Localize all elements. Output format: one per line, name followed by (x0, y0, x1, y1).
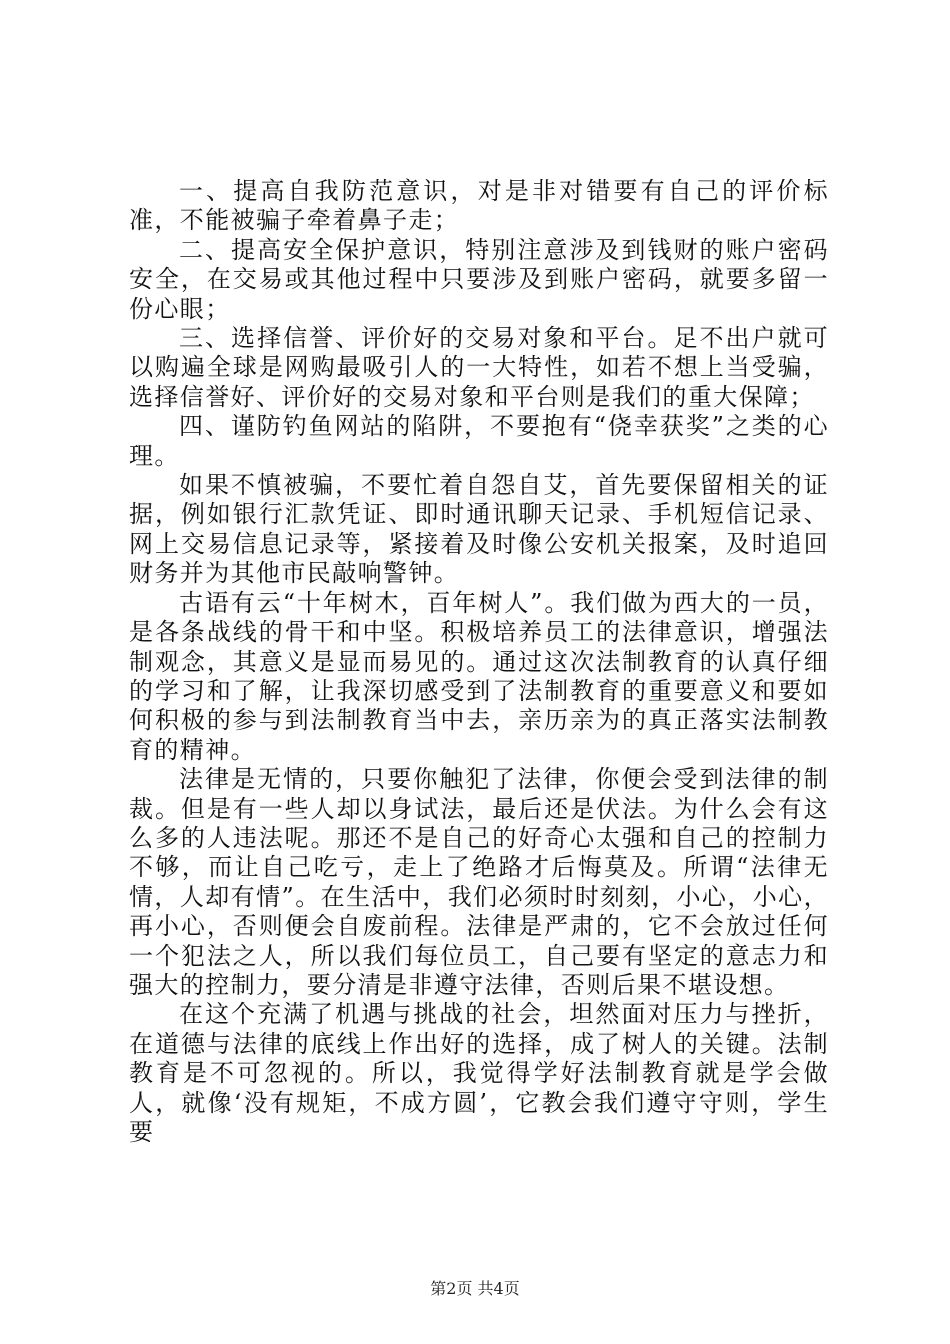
paragraph-4: 四、谨防钓鱼网站的陷阱，不要抱有“侥幸获奖”之类的心理。 (129, 412, 829, 470)
paragraph-6: 古语有云“十年树木，百年树人”。我们做为西大的一员，是各条战线的骨干和中坚。积极培养员工的法律意识，增强法制观念，其意义是显而易见的。通过这次法制教育的认真仔细的学习和了解，让我深切感受到了法制教育的重要意义和要如何积极的参与到法制教育当中去，亲历亲为的真正落实法制教育的精神。 (129, 588, 829, 764)
paragraph-3: 三、选择信誉、评价好的交易对象和平台。足不出户就可以购遍全球是网购最吸引人的一大特性，如若不想上当受骗，选择信誉好、评价好的交易对象和平台则是我们的重大保障； (129, 324, 829, 411)
paragraph-5: 如果不慎被骗，不要忙着自怨自艾，首先要保留相关的证据，例如银行汇款凭证、即时通讯聊天记录、手机短信记录、网上交易信息记录等，紧接着及时像公安机关报案，及时追回财务并为其他市民敲响警钟。 (129, 471, 829, 588)
document-body (129, 177, 829, 1147)
paragraph-1: 一、提高自我防范意识，对是非对错要有自己的评价标准，不能被骗子牵着鼻子走； (129, 177, 829, 235)
paragraph-2: 二、提高安全保护意识，特别注意涉及到钱财的账户密码安全，在交易或其他过程中只要涉及到账户密码，就要多留一份心眼； (129, 235, 829, 323)
paragraph-7: 法律是无情的，只要你触犯了法律，你便会受到法律的制裁。但是有一些人却以身试法，最后还是伏法。为什么会有这么多的人违法呢。那还不是自己的好奇心太强和自己的控制力不够，而让自己吃亏，走上了绝路才后悔莫及。所谓“法律无情，人却有情”。在生活中，我们必须时时刻刻，小心，小心，再小心，否则便会自废前程。法律是严肃的，它不会放过任何一个犯法之人，所以我们每位员工，自己要有坚定的意志力和强大的控制力，要分清是非遵守法律，否则后果不堪设想。 (129, 765, 829, 999)
paragraph-8: 在这个充满了机遇与挑战的社会，坦然面对压力与挫折，在道德与法律的底线上作出好的选择，成了树人的关键。法制教育是不可忽视的。所以，我觉得学好法制教育就是学会做人，就像‘没有规矩，不成方圆’，它教会我们遵守守则，学生要 (129, 1000, 829, 1146)
page-footer: 第2页 共4页 (430, 1279, 520, 1298)
